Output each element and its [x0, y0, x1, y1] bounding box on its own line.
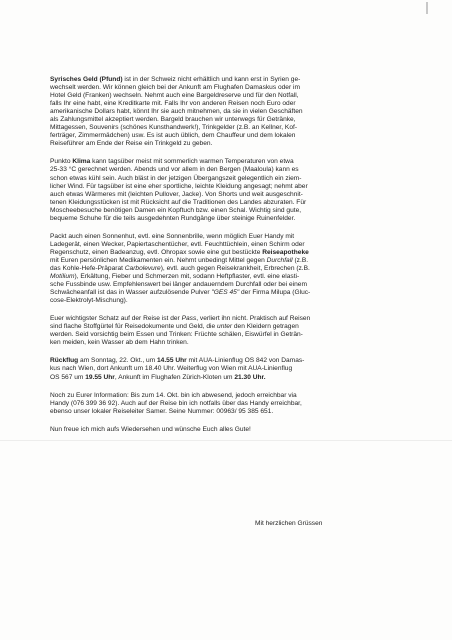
text-run: ist in der Schweiz nicht erhältlich und kann erst in Syrien ge- [122, 76, 301, 83]
text-run: OS 567 um [50, 373, 86, 381]
text-run: kann tagsüber meist mit sommerlich warmen Temperaturen von etwa [90, 158, 294, 166]
text-run: Ladegerät, einen Wecker, Papiertaschentücher, evtl. Feuchttüchlein, einen Schirm oder [50, 240, 305, 248]
text-line [50, 249, 420, 257]
text-run: sche Fussbinde usw. Empfehlenswert bei länger andauerndem Durchfall oder bei einem [50, 281, 307, 289]
text-run: , Ankunft im Flughafen Zürich-Kloten um [114, 373, 235, 381]
text-line [50, 426, 420, 434]
text-line [50, 140, 420, 148]
bold-text: 14.55 Uhr [157, 357, 187, 365]
bold-text: Reiseapotheke [262, 248, 309, 256]
text-line [50, 233, 420, 241]
text-run: , verliert ihn nicht. Praktisch auf Reisen [196, 315, 311, 323]
italic-text: Motilium [50, 273, 75, 281]
paragraph-gruss [50, 426, 420, 434]
bold-text: 19.55 Uhr [85, 373, 115, 381]
paragraph-info [50, 392, 420, 416]
text-line [50, 289, 420, 297]
italic-text: "GES 45" [211, 289, 240, 297]
bold-text: Rückflug [50, 357, 79, 365]
text-line [50, 175, 420, 183]
text-run: Euer wichtigster Schatz auf der Reise ist der [50, 315, 182, 323]
text-run: Moscheebesuche benötigen Damen ein Kopftuch bzw. einen Schal. Wichtig sind gute, [50, 206, 302, 214]
italic-text: Carbolevure [124, 264, 161, 272]
text-line [50, 265, 420, 273]
text-run: falls Ihr eine habt, eine Kreditkarte mit. Falls Ihr von anderen Reisen noch Euro oder [50, 100, 296, 108]
text-line [50, 108, 420, 116]
text-run: Mittagessen, Souvenirs (schönes Kunsthandwerk!), Trinkgelder (z.B. an Kellner, Kof- [50, 124, 298, 132]
text-line [50, 323, 420, 331]
text-run: Nun freue ich mich aufs Wiedersehen und wünsche Euch alles Gute! [50, 425, 251, 433]
text-run: Noch zu Eurer Information: Bis zum 14. Okt. bin ich abwesend, jedoch erreichbar via [50, 391, 297, 399]
text-run: bequeme Schuhe für die teils ausgedehnten Rundgänge über steinige Ruinenfelder. [50, 214, 296, 222]
letter-body [50, 76, 420, 444]
text-line [50, 400, 420, 408]
text-run: auch etwas Wärmeres mit (leichten Pullover, Jacke). Von Shorts und weit ausgeschnit- [50, 190, 303, 198]
text-run: mit Euren persönlichen Medikamenten ein. Nehmt unbedingt Mittel gegen [50, 256, 267, 264]
text-line [50, 273, 420, 281]
text-run: kus nach Wien, dort Ankunft um 18.40 Uhr. Weiterflug von Wien mit AUA-Linienflug [50, 365, 293, 373]
signature-line: Mit herzlichen Grüssen [255, 520, 323, 527]
text-run: Regenschutz, einen Badeanzug, evtl. Ohropax sowie eine gut bestückte [50, 248, 263, 256]
text-line [50, 281, 420, 289]
text-run: (z.B. [292, 256, 309, 264]
italic-text: Durchfall [266, 256, 293, 264]
scan-mark [426, 2, 428, 14]
text-run: amerikanische Dollars habt, könnt Ihr sie auch mitnehmen, da sie in vielen Geschäften [50, 108, 303, 116]
italic-text: unter [217, 323, 233, 331]
paragraph-klima [50, 158, 420, 222]
text-run: Schwächeanfall ist das in Wasser aufzulösende Pulver [50, 289, 212, 297]
text-run: Packt auch einen Sonnenhut, evtl. eine Sonnenbrille, wenn möglich Euer Handy mit [50, 232, 295, 240]
text-run: Handy (076 399 36 92). Auch auf der Reise bin ich notfalls über das Handy erreichbar, [50, 399, 302, 407]
text-line [50, 116, 420, 124]
text-run: Reiseführer am Ende der Reise ein Trinkgeld zu geben. [50, 140, 213, 148]
bold-text: 21.30 Uhr. [234, 373, 266, 381]
text-line [50, 100, 420, 108]
text-run: am Sonntag, 22. Okt., um [78, 357, 158, 365]
text-run: der Firma Milupa (Gluc- [239, 289, 311, 297]
text-line [50, 207, 420, 215]
text-run: ebenso unser lokaler Reiseleiter Samer. Seine Nummer: 00963/ 95 385 651. [50, 407, 274, 415]
text-run: Punkto [50, 158, 73, 166]
bold-text: Klima [72, 158, 91, 166]
text-line [50, 76, 420, 84]
text-run: sind flache Stoffgürtel für Reisedokumente und Geld, die [50, 323, 218, 331]
text-line [50, 241, 420, 249]
text-line [50, 374, 420, 382]
text-line [50, 183, 420, 191]
text-run: schon etwas kühl sein. Auch bläst in der jetzigen Übergangszeit gelegentlich ein ziem- [50, 174, 302, 182]
text-line [50, 357, 420, 365]
text-line [50, 408, 420, 416]
text-run: werden. Seid vorsichtig beim Essen und Trinken: Früchte schälen, Eiswürfel in Geträn- [50, 331, 303, 339]
text-line [50, 92, 420, 100]
text-run: cose-Elektrolyt-Mischung). [50, 297, 128, 305]
text-run: mit AUA-Linienflug OS 842 von Damas- [186, 357, 305, 365]
text-line [50, 392, 420, 400]
text-run: als Zahlungsmittel akzeptiert werden. Bargeld brauchen wir unterwegs für Getränke, [50, 116, 296, 124]
bold-text: Syrisches Geld (Pfund) [50, 76, 123, 83]
text-run: ken meiden, kein Wasser ab dem Hahn trinken. [50, 339, 189, 347]
text-run: licher Wind. Für tagsüber ist eine eher sportliche, leichte Kleidung angesagt; nehmt aber [50, 182, 308, 190]
text-run: ferträger, Zimmermädchen) usw. Es ist auch üblich, dem Chauffeur und dem lokalen [50, 132, 296, 140]
text-line [50, 365, 420, 373]
text-line [50, 132, 420, 140]
text-run: ), evtl. auch gegen Reisekrankheit, Erbrechen (z.B. [160, 264, 310, 272]
italic-text: Pass [181, 315, 197, 323]
text-run: ), Erkältung, Fieber und Schmerzen mit, sodann Heftpflaster, evtl. eine elasti- [74, 273, 300, 281]
text-line [50, 331, 420, 339]
text-run: 25-33 °C gerechnet werden. Abends und vor allem in den Bergen (Maaloula) kann es [50, 166, 299, 174]
text-line [50, 257, 420, 265]
text-line [50, 124, 420, 132]
text-line [50, 339, 420, 347]
text-line [50, 191, 420, 199]
text-run: tenen Kleidungsstücken ist mit Rücksicht auf die Traditionen des Landes abzuraten. Für [50, 198, 307, 206]
text-run: den Kleidern getragen [232, 323, 299, 331]
text-line [50, 84, 420, 92]
text-run: Hotel Geld (Franken) wechseln. Nehmt auch eine Bargeldreserve und für den Notfall, [50, 92, 299, 100]
text-line [50, 199, 420, 207]
paragraph-rueckflug [50, 357, 420, 381]
paragraph-geld [50, 76, 420, 148]
text-line [50, 297, 420, 305]
text-line [50, 215, 420, 223]
text-run: das Kohle-Hefe-Präparat [50, 264, 125, 272]
text-line [50, 315, 420, 323]
paragraph-pass [50, 315, 420, 347]
text-line [50, 166, 420, 174]
text-run: wechselt werden. Wir können gleich bei der Ankunft am Flughafen Damaskus oder im [50, 84, 300, 92]
paragraph-packen [50, 233, 420, 305]
